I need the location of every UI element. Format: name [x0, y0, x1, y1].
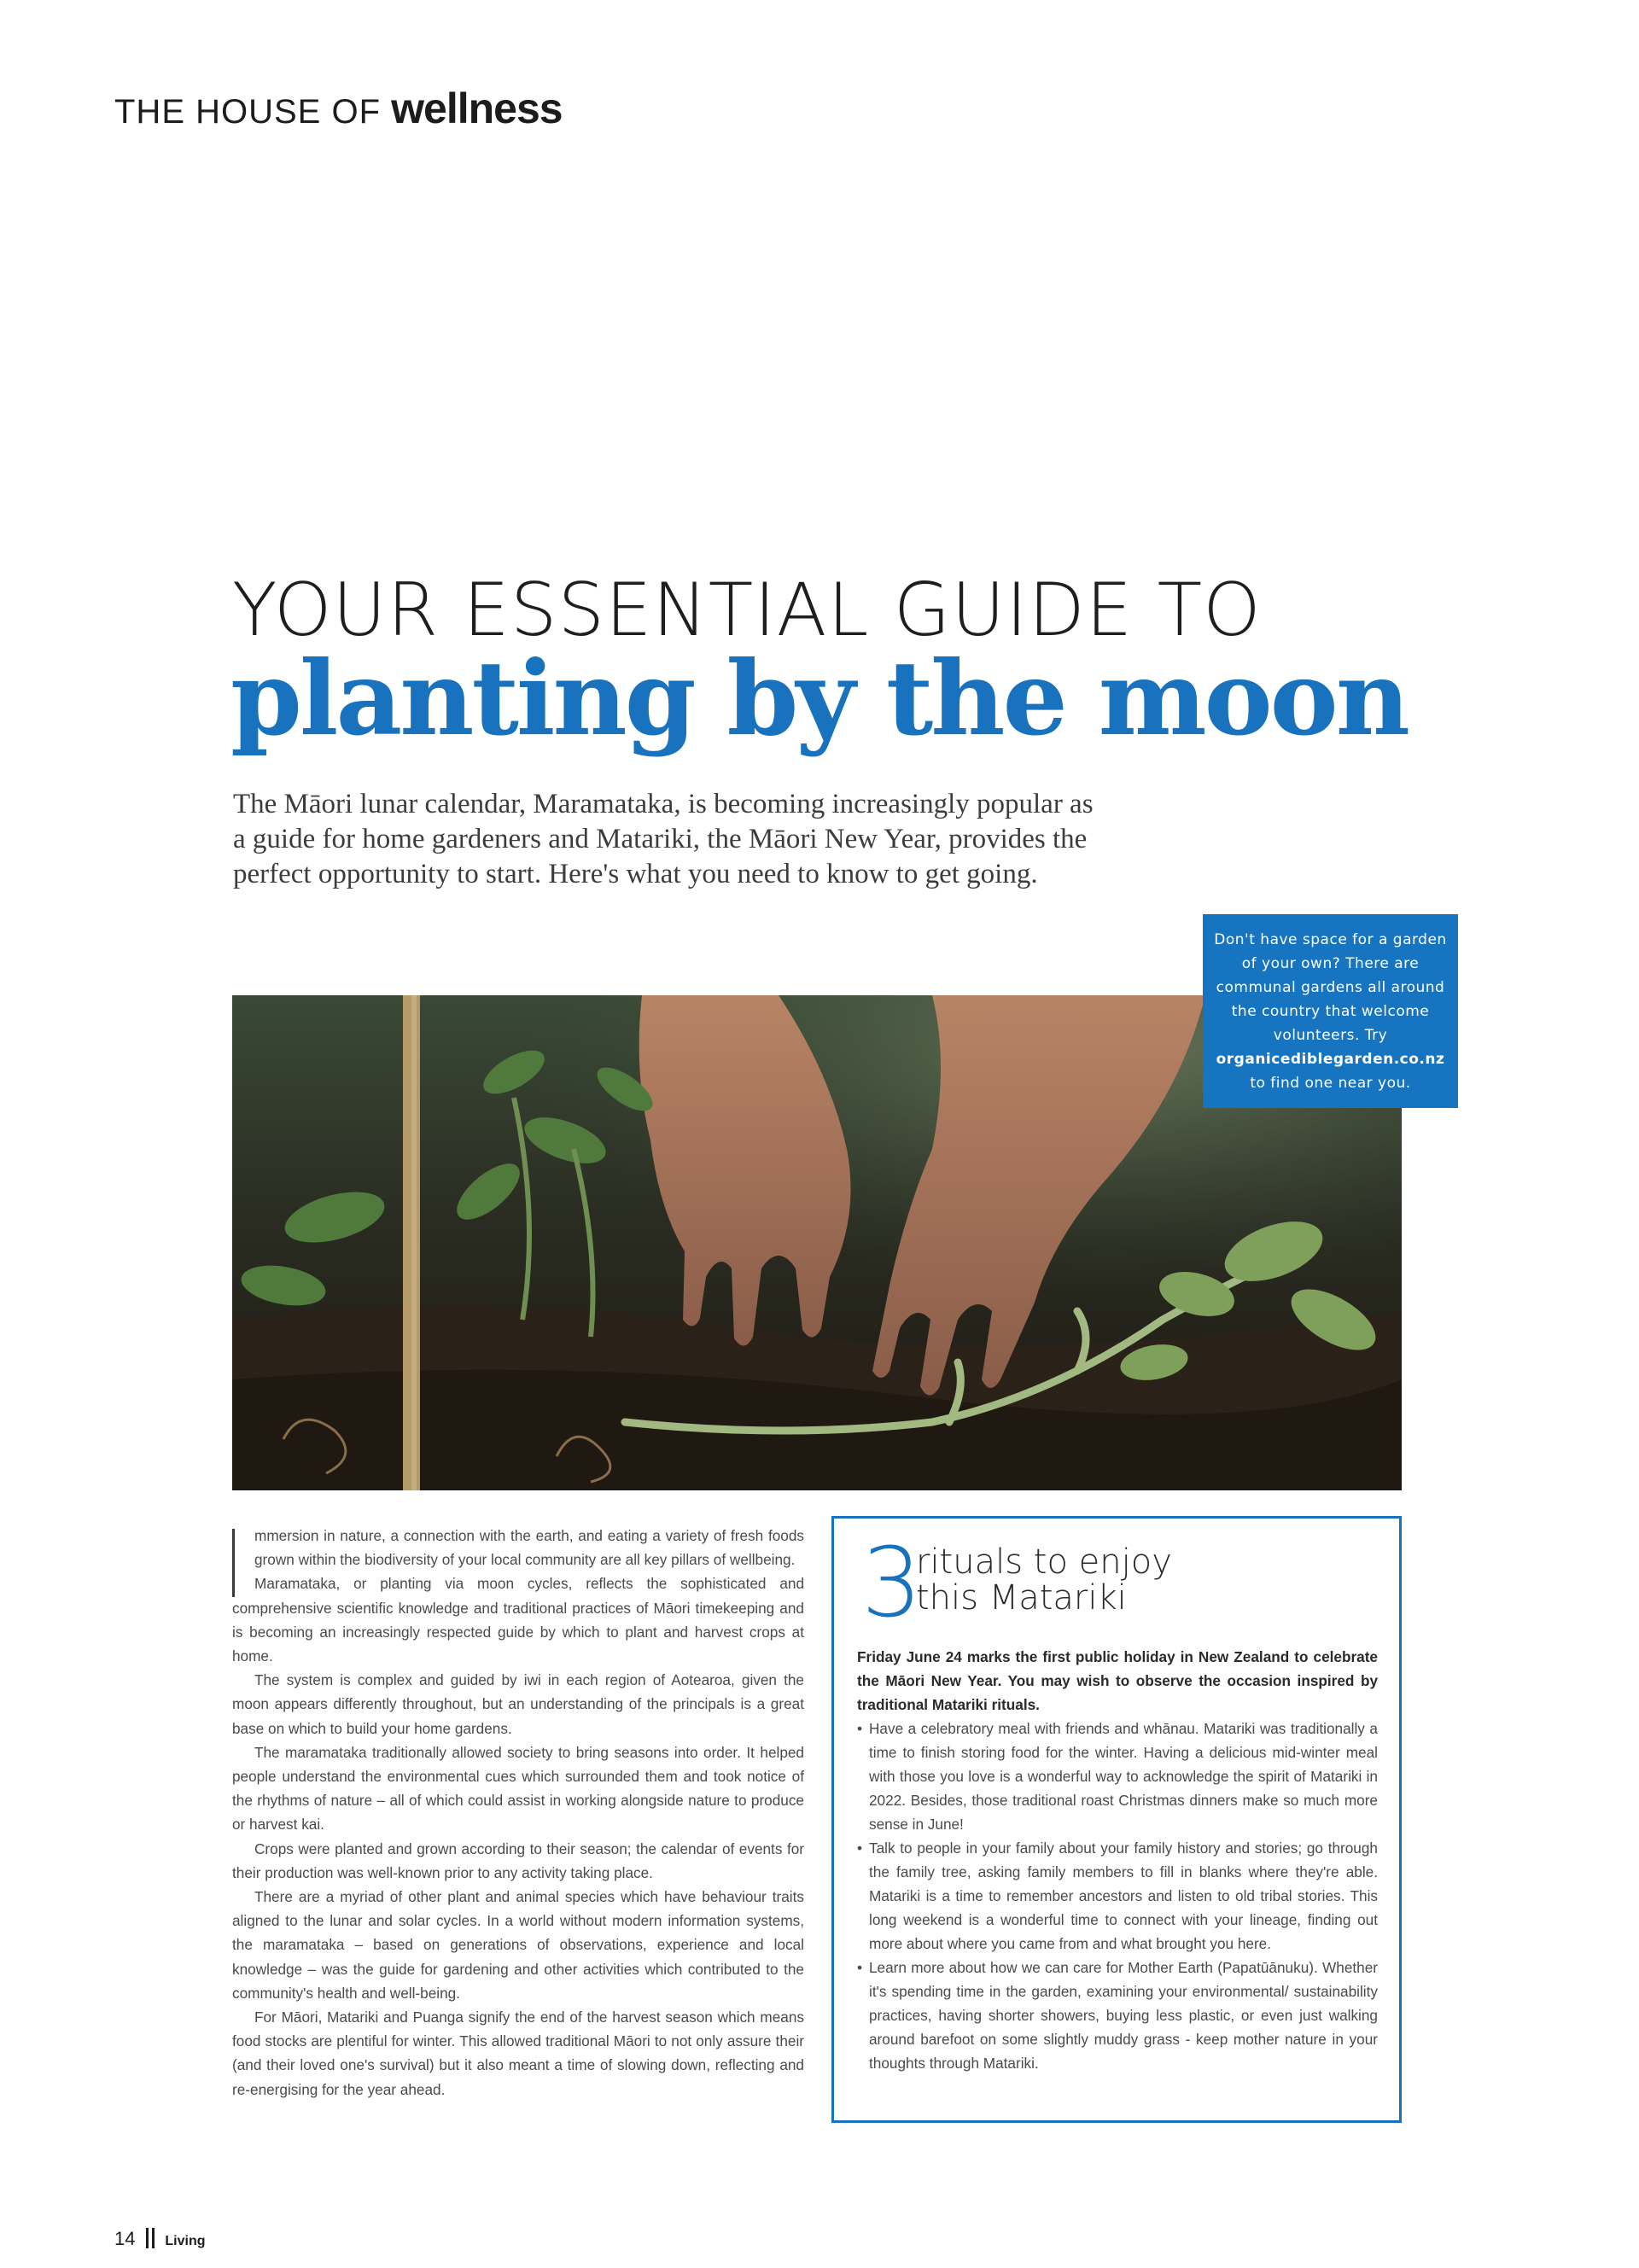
magazine-name: Living: [165, 2234, 206, 2248]
headline-kicker: YOUR ESSENTIAL GUIDE TO: [232, 568, 1262, 653]
callout-text-end: to find one near you.: [1250, 1075, 1411, 1092]
callout-text: Don't have space for a garden of your own? There are communal gardens all around the country that welcome volunteers. Try: [1214, 931, 1447, 1044]
section-heading-bold: wellness: [391, 85, 563, 132]
callout-link[interactable]: organicediblegarden.co.nz: [1216, 1051, 1445, 1068]
ritual-text: Learn more about how we can care for Mother Earth (Papatūānuku). Whether it's spending time in the garden, examining your environmental/ sustainability practices, having shorter showers, buying less plastic, or even just walking around barefoot on some slightly muddy grass - keep mother nature in your thoughts through Matariki.: [869, 1959, 1378, 2072]
article-paragraph: The maramataka traditionally allowed society to bring seasons into order. It helped people understand the environmental cues which surrounded them and took notice of the rhythms of nature – all of which could assist in working alongside nature to produce or harvest kai.: [232, 1743, 804, 1834]
rituals-title-line1: rituals to enjoy: [916, 1542, 1172, 1582]
rituals-number: 3: [861, 1528, 923, 1639]
footer-divider: [146, 2228, 155, 2248]
rituals-list: [857, 1717, 1378, 2075]
bullet-icon: •: [857, 1959, 863, 1976]
page-number: 14: [114, 2228, 136, 2249]
article-paragraph: Maramataka, or planting via moon cycles, reflects the sophisticated and comprehensive scientific knowledge and traditional practices of Māori timekeeping and is becoming an increasingly respected guide by which to plant and harvest crops at home.: [232, 1575, 804, 1665]
article-body: [232, 1524, 804, 2102]
rituals-title: [916, 1544, 1172, 1616]
ritual-text: Talk to people in your family about your family history and stories; go through the family tree, asking family members to fill in blanks where they're able. Matariki is a time to remember ancestors and listen to old tribal stories. This long weekend is a wonderful time to connect with your lineage, finding out more about where you came from and what brought you here.: [869, 1839, 1378, 1952]
article-paragraph: Crops were planted and grown according to their season; the calendar of events for their production was well-known prior to any activity taking place.: [232, 1839, 804, 1881]
article-paragraph-text: mmersion in nature, a connection with the earth, and eating a variety of fresh foods grown within the biodiversity of your local community are all key pillars of wellbeing.: [254, 1527, 804, 1569]
bullet-icon: •: [857, 1839, 863, 1857]
headline-title: planting by the moon: [230, 638, 1408, 759]
section-heading: [114, 84, 563, 133]
bullet-icon: •: [857, 1720, 863, 1737]
standfirst: The Māori lunar calendar, Maramataka, is becoming increasingly popular as a guide for home gardeners and Matariki, the Māori New Year, provides the perfect opportunity to start. Here's what you need to know to get going.: [233, 789, 1094, 889]
article-paragraph: For Māori, Matariki and Puanga signify the end of the harvest season which means food stocks are plentiful for winter. This allowed traditional Māori to not only assure their (and their loved one's survival) but it also meant a time of slowing down, reflecting and re-energising for the year ahead.: [232, 2009, 804, 2098]
page-footer: [114, 2228, 206, 2250]
rituals-title-line2: this Matariki: [916, 1578, 1127, 1618]
article-paragraph: The system is complex and guided by iwi in each region of Aotearoa, given the moon appears differently throughout, but an understanding of the principals is a great base on which to build your home gardens.: [232, 1671, 804, 1737]
drop-cap-i: [232, 1529, 235, 1597]
article-paragraph: [232, 1524, 804, 1571]
communal-gardens-callout: [1203, 914, 1458, 1108]
ritual-item: [857, 1717, 1378, 1836]
ritual-item: [857, 1956, 1378, 2075]
article-paragraph: There are a myriad of other plant and animal species which have behaviour traits aligned to the lunar and solar cycles. In a world without modern information systems, the maramataka – based on generations of observations, experience and local knowledge – was the guide for gardening and other activities which contributed to the community's health and well-being.: [232, 1888, 804, 2002]
rituals-box: [831, 1516, 1402, 2123]
section-heading-light: THE HOUSE OF: [114, 93, 382, 131]
ritual-text: Have a celebratory meal with friends and whānau. Matariki was traditionally a time to finish storing food for the winter. Having a delicious mid-winter meal with those you love is a wonderful way to acknowledge the spirit of Matariki in 2022. Besides, those traditional roast Christmas dinners make so much more sense in June!: [869, 1720, 1378, 1833]
ritual-item: [857, 1836, 1378, 1956]
rituals-intro: Friday June 24 marks the first public holiday in New Zealand to celebrate the Māori New Year. You may wish to observe the occasion inspired by traditional Matariki rituals.: [857, 1648, 1378, 1713]
